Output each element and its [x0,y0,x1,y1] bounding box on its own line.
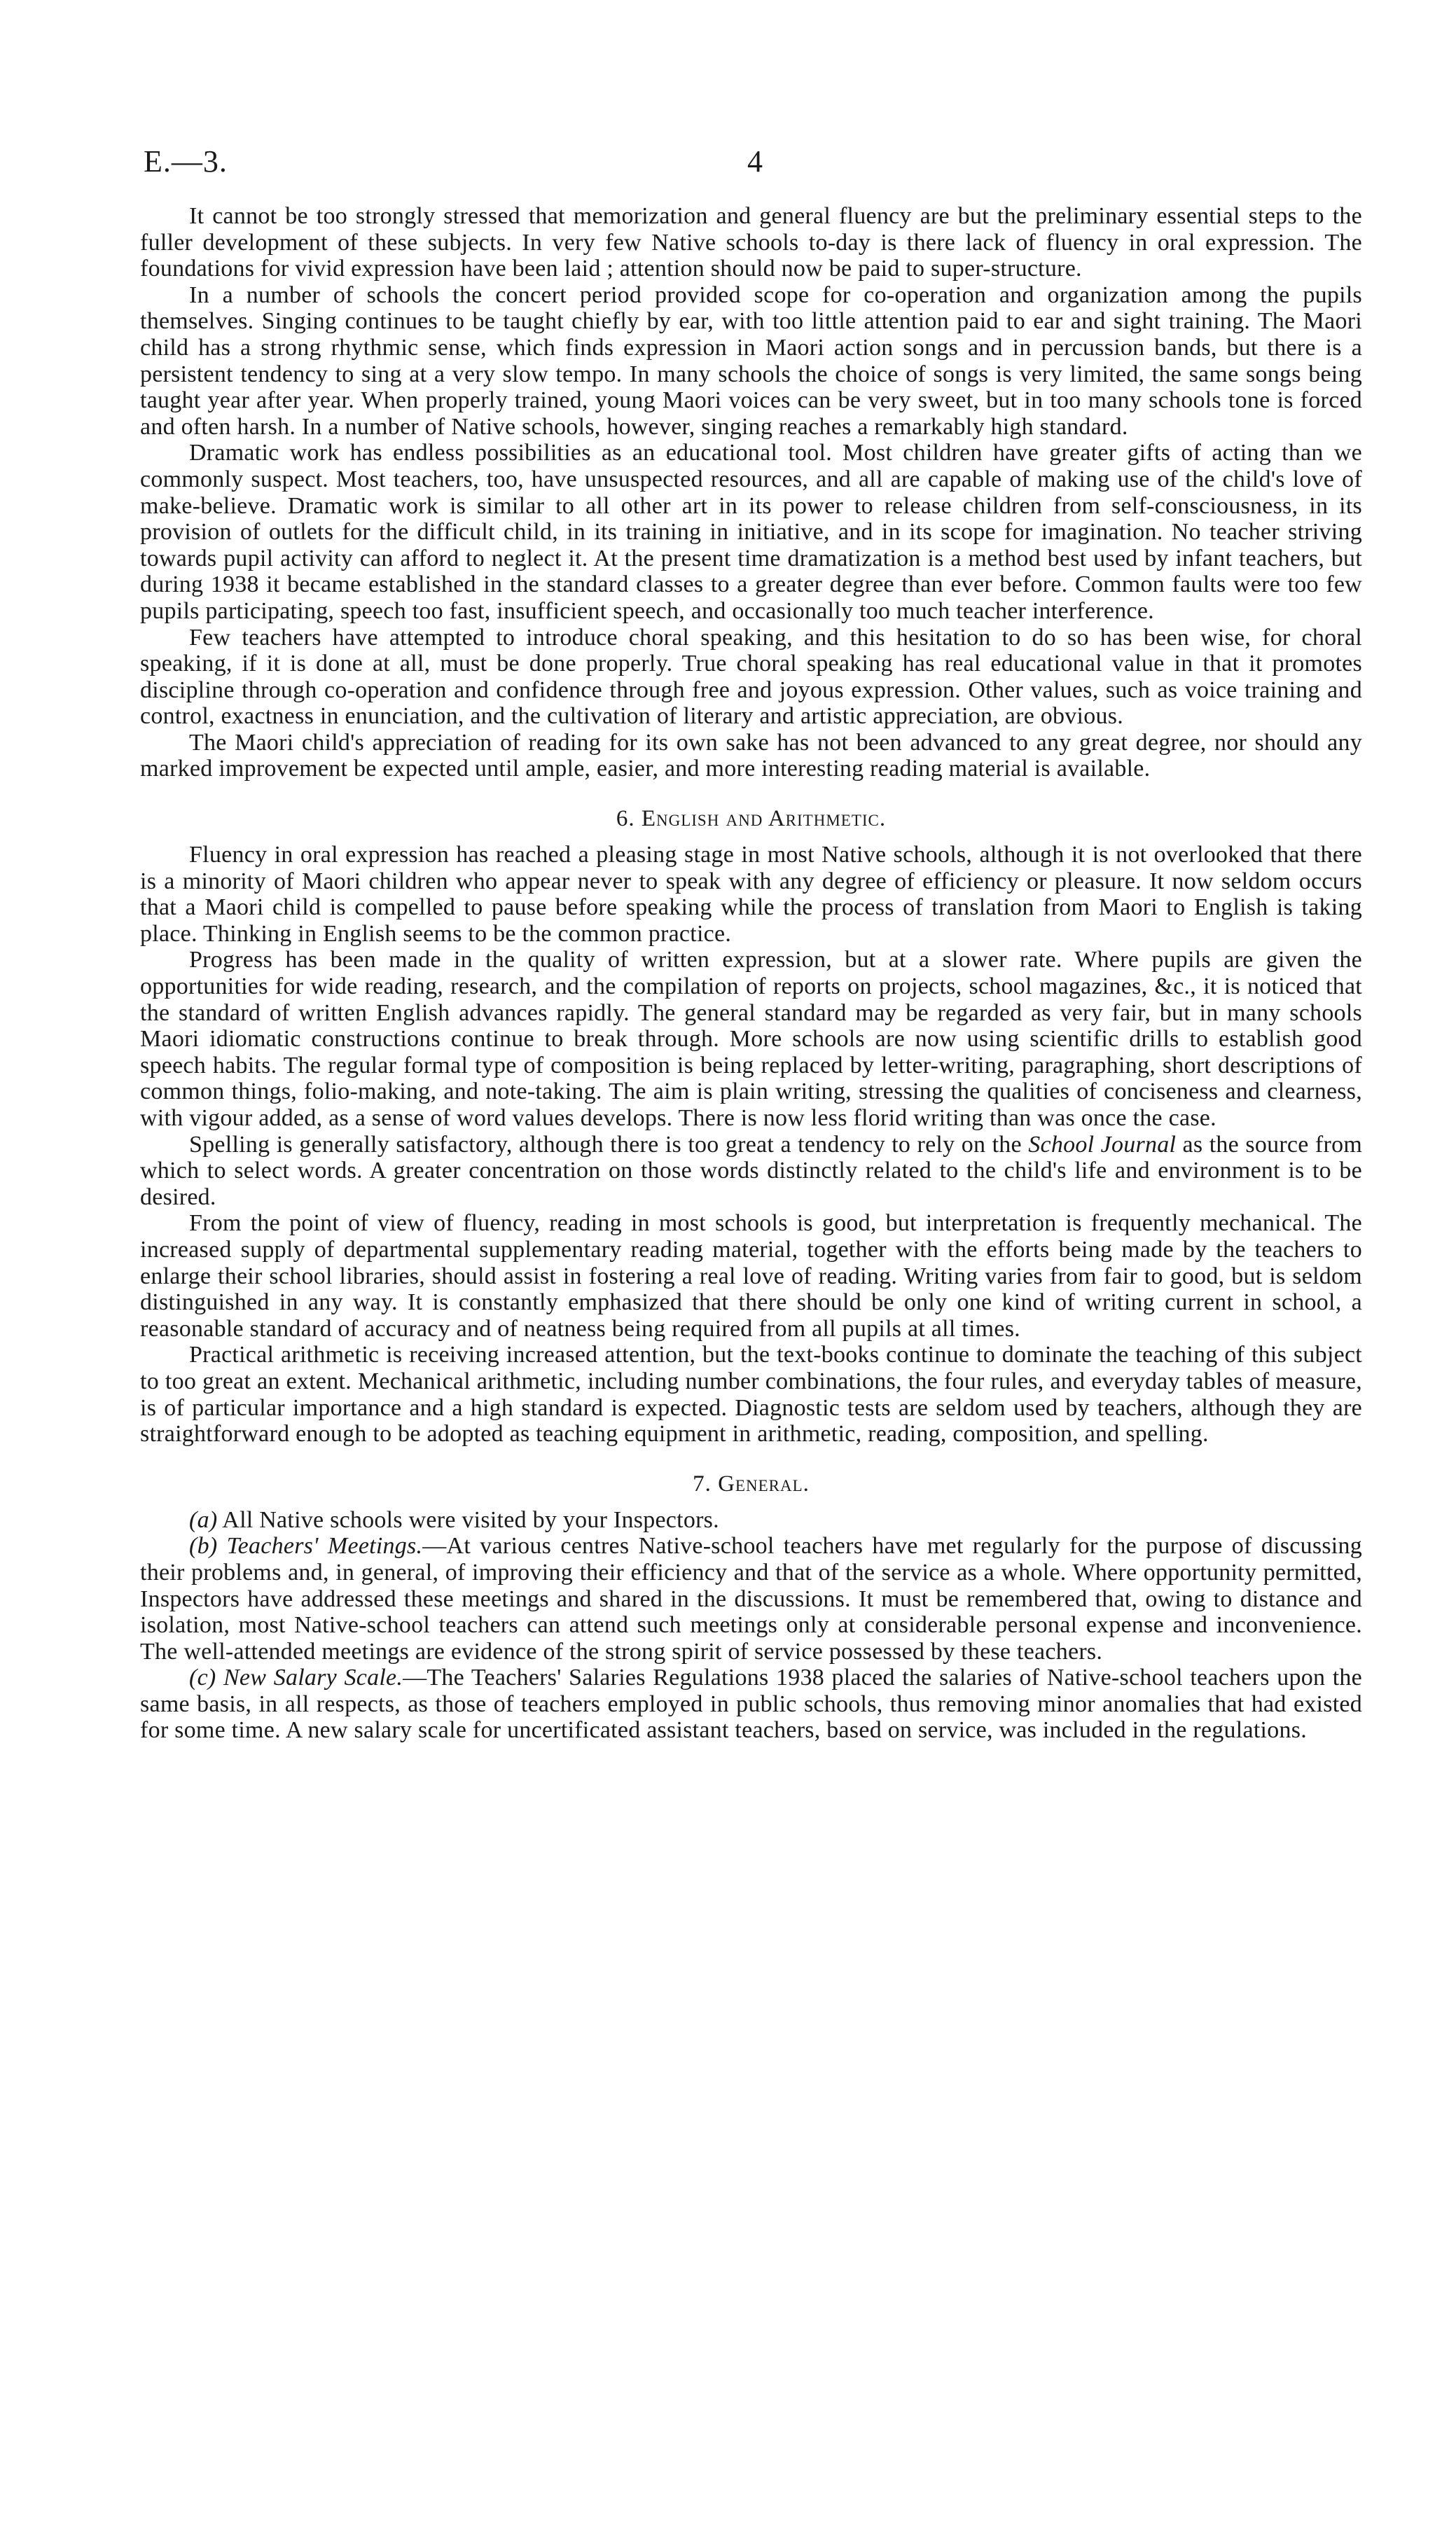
paragraph: The Maori child's appreciation of reading for its own sake has not been advanced to any great degree, nor should any marked improvement be expected until ample, easier, and more interesting reading material is available. [140,729,1362,782]
journal-title: School Journal [1028,1131,1177,1158]
paragraph: From the point of view of fluency, reading in most schools is good, but interpretation is frequently mechanical. The increased supply of departmental supplementary reading material, together with the efforts being made by the teachers to enlarge their school libraries, should assist in fostering a real love of reading. Writing varies from fair to good, but is seldom distinguished in any way. It is constantly emphasized that there should be only one kind of writing current in school, a reasonable standard of accuracy and of neatness being required from all pupils at all times. [140,1210,1362,1342]
list-item [140,1665,1362,1744]
item-label: (b) Teachers' Meetings. [189,1533,423,1560]
paragraph: It cannot be too strongly stressed that memorization and general fluency are but the preliminary essential steps to the fuller development of these subjects. In very few Native schools to-day is there lack of fluency in oral expression. The foundations for vivid expression have been laid ; attention should now be paid to super-structure. [140,203,1362,282]
section-number: 6. [616,806,635,832]
paragraph: Dramatic work has endless possibilities as an educational tool. Most children have greater gifts of acting than we commonly suspect. Most teachers, too, have unsuspected resources, and all are capable of making use of the child's love of make-believe. Dramatic work is similar to all other art in its power to release children from self-consciousness, in its provision of outlets for the difficult child, in its training in initiative, and in its scope for imagination. No teacher striving towards pupil activity can afford to neglect it. At the present time dramatization is a method best used by infant teachers, but during 1938 it became established in the standard classes to a greater degree than ever before. Common faults were too few pupils participating, speech too fast, insufficient speech, and occasionally too much teacher interference. [140,440,1362,624]
page-number: 4 [747,144,763,179]
section-title: English and Arithmetic. [641,806,887,832]
item-text: —At various centres Native-school teachers have met regularly for the purpose of discussing their problems and, in general, of improving their efficiency and that of the service as a whole. Where opportunity permitted, Inspectors have addressed these meetings and shared in the discussions. It must be remembered that, owing to distance and isolation, most Native-school teachers can attend such meetings only at considerable personal expense and inconvenience. The well-attended meetings are evidence of the strong spirit of service possessed by these teachers. [140,1533,1363,1665]
report-reference: E.—3. [144,144,228,179]
paragraph [140,1132,1362,1211]
page-header [144,144,1351,186]
document-body [140,203,1362,1744]
paragraph: In a number of schools the concert period provided scope for co-operation and organization among the pupils themselves. Singing continues to be taught chiefly by ear, with too little attention paid to ear and sight training. The Maori child has a strong rhythmic sense, which finds expression in Maori action songs and in percussion bands, but there is a persistent tendency to sing at a very slow tempo. In many schools the choice of songs is very limited, the same songs being taught year after year. When properly trained, young Maori voices can be very sweet, but in too many schools tone is forced and often harsh. In a number of Native schools, however, singing reaches a remarkably high standard. [140,282,1362,440]
item-label: (c) New Salary Scale. [189,1665,403,1691]
item-text: —The Teachers' Salaries Regulations 1938 placed the salaries of Native-school teachers upon the same basis, in all respects, as those of teachers employed in public schools, thus removing minor anomalies that had existed for some time. A new salary scale for uncertificated assistant teachers, based on service, was included in the regulations. [140,1665,1363,1744]
section-heading [140,1471,1362,1497]
section-number: 7. [693,1471,712,1497]
paragraph: Practical arithmetic is receiving increased attention, but the text-books continue to dominate the teaching of this subject to too great an extent. Mechanical arithmetic, including number combinations, the four rules, and everyday tables of measure, is of particular importance and a high standard is expected. Diagnostic tests are seldom used by teachers, although they are straightforward enough to be adopted as teaching equipment in arithmetic, reading, composition, and spelling. [140,1342,1362,1448]
item-text: All Native schools were visited by your Inspectors. [222,1506,719,1533]
paragraph: Few teachers have attempted to introduce choral speaking, and this hesitation to do so has been wise, for choral speaking, if it is done at all, must be done properly. True choral speaking has real educational value in that it promotes discipline through co-operation and confidence through free and joyous expression. Other values, such as voice training and control, exactness in enunciation, and the cultivation of literary and artistic appreciation, are obvious. [140,624,1362,730]
item-label: (a) [189,1506,218,1533]
text-run: Spelling is generally satisfactory, although there is too great a tendency to rely on the [189,1131,1022,1158]
text-run: as the source from which to select words. A greater concentration on those words distinctly related to the child's life and environment is to be desired. [140,1131,1363,1210]
section-heading [140,806,1362,832]
paragraph: Fluency in oral expression has reached a pleasing stage in most Native schools, although it is not overlooked that there is a minority of Maori children who appear never to speak with any degree of efficiency or pleasure. It now seldom occurs that a Maori child is compelled to pause before speaking while the process of translation from Maori to English is taking place. Thinking in English seems to be the common practice. [140,842,1362,947]
list-item [140,1507,1362,1534]
list-item [140,1533,1362,1665]
paragraph: Progress has been made in the quality of written expression, but at a slower rate. Where pupils are given the opportunities for wide reading, research, and the compilation of reports on projects, school magazines, &c., it is noticed that the standard of written English advances rapidly. The general standard may be regarded as very fair, but in many schools Maori idiomatic constructions continue to break through. More schools are now using scientific drills to establish good speech habits. The regular formal type of composition is being replaced by letter-writing, paragraphing, short descriptions of common things, folio-making, and note-taking. The aim is plain writing, stressing the qualities of conciseness and clearness, with vigour added, as a sense of word values develops. There is now less florid writing than was once the case. [140,947,1362,1131]
section-title: General. [718,1471,810,1497]
